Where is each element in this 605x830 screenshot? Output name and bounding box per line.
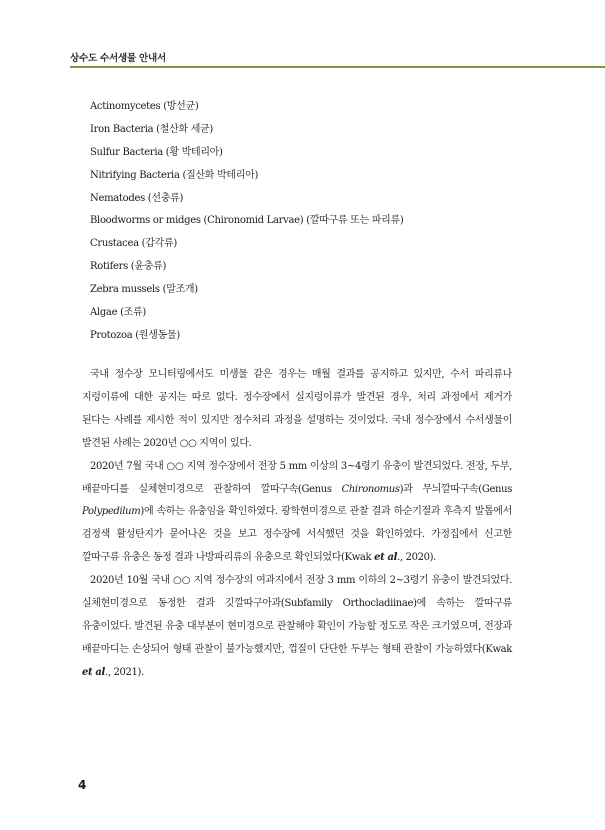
term-item: Zebra mussels (말조개) [90,284,198,296]
genus-name-chironomus: Chironomus [341,483,400,495]
text-run: ., 2021). [105,666,144,678]
term-item: Actinomycetes (방선균) [90,101,199,112]
citation-et-al: et al [82,666,105,678]
paragraph-monitoring [82,364,512,456]
term-item: Iron Bacteria (철산화 세균) [90,123,214,135]
text-run: )에 속하는 유충임을 확인하였다. 광학현미경으로 관찰 결과 하순기절과 후측지 발톱에서 검정색 활성탄지가 묻어나온 것을 보고 정수장에 서식했던 것을 확인하였다. 가정집에서 신고한 깔따구류 유충은 동정 결과 나방파리류의 유충으로 확인되었다(Kwak [82,506,512,564]
header-divider [70,66,605,68]
text-run: ., 2020). [397,552,436,564]
paragraph-july-2020-case [82,456,512,571]
term-item: Bloodworms or midges (Chironomid Larvae) (깔따구류 또는 파리류) [90,215,404,227]
paragraph-october-2020-case [82,570,512,685]
organism-term-list [90,96,403,348]
term-item: Rotifers (윤충류) [90,261,167,273]
text-run: )과 무늬깔따구속(Genus [399,483,512,495]
term-item: Nitrifying Bacteria (질산화 박테리아) [90,169,259,181]
term-item: Nematodes (선충류) [90,192,184,204]
text-run: 2020년 10월 국내 ○○ 지역 정수장의 여과지에서 전장 3 mm 이하의 2~3령기 유충이 발견되었다. 실체현미경으로 동정한 결과 깃깔따구아과(Subfamily Orthocladiinae)에 속하는 깔따구류 유충이었다. 발견된 유충 대부분이 현미경으로 관찰해야 확인이 가능할 정도로 작은 크기였으며, 전장과 배끝마디는 손상되어 형태 관찰이 불가능했지만, 껍질이 단단한 두부는 형태 관찰이 가능하였다(Kwak [82,575,512,655]
body-text [82,364,512,685]
term-item: Sulfur Bacteria (황 박테리아) [90,146,223,158]
term-item: Protozoa (원생동물) [90,329,180,341]
text-run: 2020년 7월 국내 ○○ 지역 정수장에서 전장 5 mm 이상의 3~4령기 유충이 발견되었다. 전장, 두부, 배끝마디를 실체현미경으로 관찰하여 깔따구속(Genus [82,460,512,495]
term-item: Crustacea (갑각류) [90,238,177,250]
term-item: Algae (조류) [90,307,147,319]
running-header-title: 상수도 수서생물 안내서 [70,53,166,64]
citation-et-al: et al [374,552,398,564]
genus-name-polypedilum: Polypedilum [82,506,141,518]
page-number: 4 [78,778,87,792]
paragraph-text: 국내 정수장 모니터링에서도 미생물 같은 경우는 매월 결과를 공지하고 있지만, 수서 파리류나 지렁이류에 대한 공지는 따로 없다. 정수장에서 실지렁이류가 발견된 경우, 처리 과정에서 제거가 된다는 사례를 제시한 적이 있지만 정수처리 과정을 설명하는 것이었다. 국내 정수장에서 수서생물이 발견된 사례는 2020년 ○○ 지역이 있다. [82,369,512,449]
